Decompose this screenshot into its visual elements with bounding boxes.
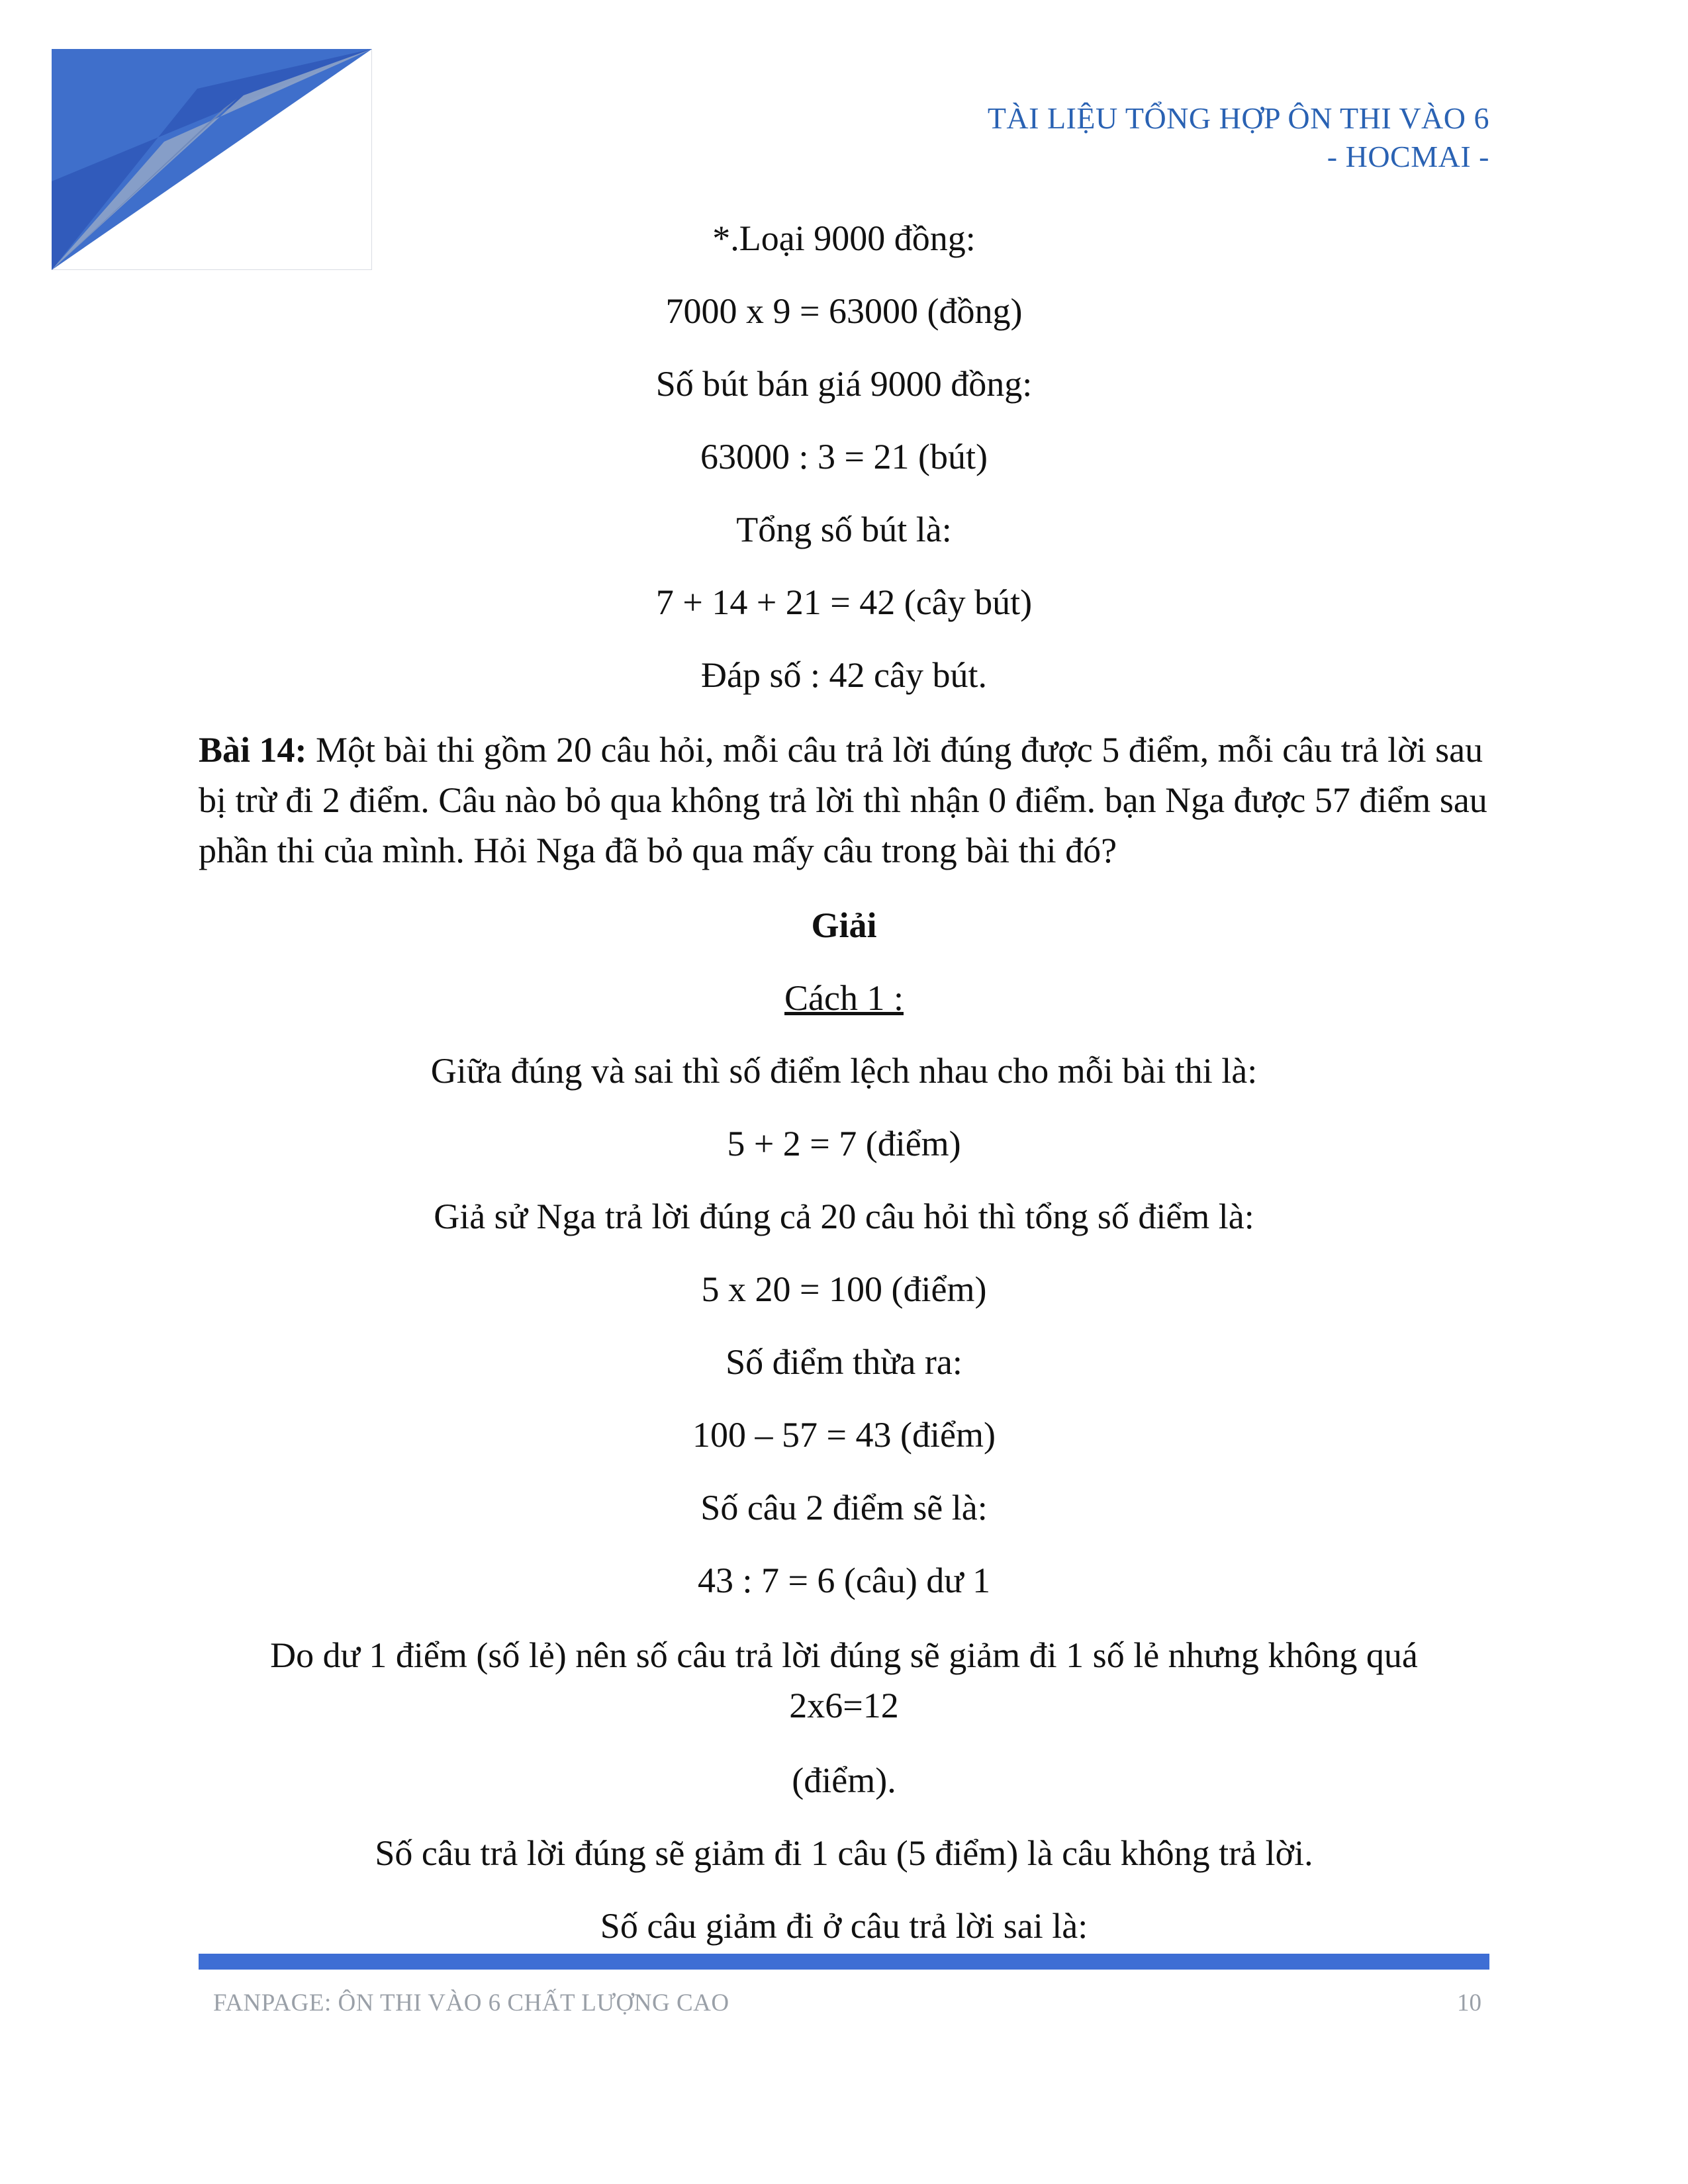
problem-text: Một bài thi gồm 20 câu hỏi, mỗi câu trả lời đúng được 5 điểm, mỗi câu trả lời sau bị trừ đi 2 điểm. Câu nào bỏ qua không trả lời thì nhận 0 điểm. bạn Nga được 57 điểm sau phần thi của mình. Hỏi Nga đã bỏ qua mấy câu trong bài thi đó? bbox=[199, 730, 1487, 870]
header-title: TÀI LIỆU TỔNG HỢP ÔN THI VÀO 6 bbox=[987, 101, 1489, 135]
remainder-line: 2x6=12 bbox=[789, 1686, 899, 1725]
solution-line: Số bút bán giá 9000 đồng: bbox=[655, 364, 1033, 404]
page-number: 10 bbox=[1457, 1989, 1481, 2017]
solution-line: Giả sử Nga trả lời đúng cả 20 câu hỏi thì tổng số điểm là: bbox=[434, 1197, 1254, 1236]
solution-line: 43 : 7 = 6 (câu) dư 1 bbox=[697, 1561, 991, 1600]
solution-line: 7 + 14 + 21 = 42 (cây bút) bbox=[655, 582, 1033, 622]
solution-line: Tổng số bút là: bbox=[736, 510, 952, 549]
header-brand: - HOCMAI - bbox=[1327, 140, 1489, 173]
remainder-note bbox=[199, 1630, 1489, 1731]
solution-heading: Giải bbox=[811, 905, 877, 945]
solution-line: 5 + 2 = 7 (điểm) bbox=[727, 1124, 961, 1163]
remainder-unit: (điểm). bbox=[792, 1760, 896, 1800]
method-heading bbox=[199, 975, 1489, 1021]
footer-rule bbox=[199, 1954, 1489, 1970]
method-heading-text: Cách 1 : bbox=[784, 978, 904, 1018]
solution-line: 63000 : 3 = 21 (bút) bbox=[700, 437, 988, 477]
footer-fanpage: FANPAGE: ÔN THI VÀO 6 CHẤT LƯỢNG CAO bbox=[213, 1989, 729, 2017]
solution-line: Số câu trả lời đúng sẽ giảm đi 1 câu (5 điểm) là câu không trả lời. bbox=[375, 1833, 1313, 1873]
solution-line: 5 x 20 = 100 (điểm) bbox=[701, 1269, 987, 1309]
solution-line: Số điểm thừa ra: bbox=[726, 1342, 962, 1382]
remainder-line: Do dư 1 điểm (số lẻ) nên số câu trả lời đúng sẽ giảm đi 1 số lẻ nhưng không quá bbox=[270, 1635, 1418, 1675]
solution-line: *.Loại 9000 đồng: bbox=[712, 218, 976, 258]
page-content bbox=[199, 215, 1489, 1976]
answer-line: Đáp số : 42 cây bút. bbox=[701, 655, 987, 695]
solution-line: 100 – 57 = 43 (điểm) bbox=[692, 1415, 996, 1455]
problem-label: Bài 14: bbox=[199, 730, 307, 770]
solution-line: Số câu 2 điểm sẽ là: bbox=[700, 1488, 988, 1527]
problem-statement bbox=[199, 725, 1489, 876]
solution-line: Số câu giảm đi ở câu trả lời sai là: bbox=[600, 1906, 1088, 1946]
solution-line: Giữa đúng và sai thì số điểm lệch nhau cho mỗi bài thi là: bbox=[430, 1051, 1258, 1091]
solution-line: 7000 x 9 = 63000 (đồng) bbox=[665, 291, 1023, 331]
document-header bbox=[988, 99, 1489, 176]
